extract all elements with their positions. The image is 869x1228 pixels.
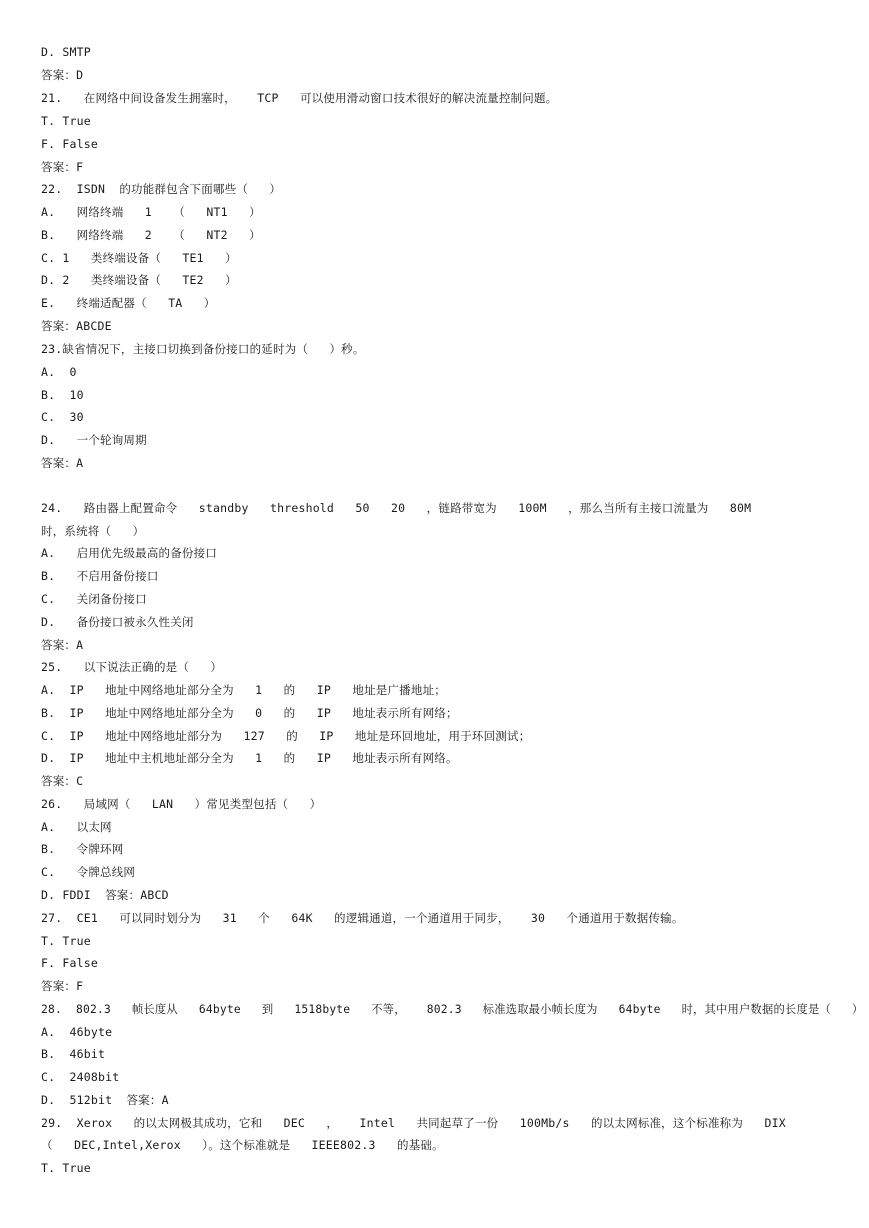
- answer-line: 答案：A: [41, 638, 84, 652]
- question-24-cont: 时，系统将（ ）: [41, 524, 145, 538]
- option-line: B. 不启用备份接口: [41, 569, 159, 583]
- option-line: C. 30: [41, 410, 84, 424]
- text-line: D. SMTP: [41, 45, 91, 59]
- option-line: A. IP 地址中网络地址部分全为 1 的 IP 地址是广播地址；: [41, 683, 446, 697]
- option-line: C. 令牌总线网: [41, 865, 136, 879]
- option-line: D. 一个轮询周期: [41, 433, 147, 447]
- option-line: D. 512bit 答案：A: [41, 1093, 169, 1107]
- answer-line: 答案：F: [41, 160, 84, 174]
- option-line: T. True: [41, 1161, 91, 1175]
- question-25: 25. 以下说法正确的是（ ）: [41, 660, 223, 674]
- option-line: D. 备份接口被永久性关闭: [41, 615, 194, 629]
- question-26: 26. 局域网（ LAN ）常见类型包括（ ）: [41, 797, 322, 811]
- option-line: F. False: [41, 137, 98, 151]
- option-line: F. False: [41, 956, 98, 970]
- option-line: D. IP 地址中主机地址部分全为 1 的 IP 地址表示所有网络。: [41, 751, 458, 765]
- option-line: A. 46byte: [41, 1025, 113, 1039]
- option-line: B. 10: [41, 388, 84, 402]
- answer-line: 答案：C: [41, 774, 84, 788]
- option-line: C. 关闭备份接口: [41, 592, 147, 606]
- option-line: D. 2 类终端设备（ TE2 ）: [41, 273, 237, 287]
- option-line: A. 0: [41, 365, 77, 379]
- question-28: 28. 802.3 帧长度从 64byte 到 1518byte 不等， 802.3 标准选取最小帧长度为 64byte 时，其中用户数据的长度是（ ）: [41, 1002, 864, 1016]
- option-line: A. 启用优先级最高的备份接口: [41, 546, 218, 560]
- option-line: D. FDDI 答案：ABCD: [41, 888, 169, 902]
- question-23: 23.缺省情况下，主接口切换到备份接口的延时为（ ）秒。: [41, 342, 365, 356]
- option-line: A. 网络终端 1 （ NT1 ）: [41, 205, 261, 219]
- option-line: C. IP 地址中网络地址部分为 127 的 IP 地址是环回地址，用于环回测试；: [41, 729, 531, 743]
- answer-line: 答案：A: [41, 456, 84, 470]
- question-29-cont: （ DEC,Intel,Xerox ）。这个标准就是 IEEE802.3 的基础。: [41, 1138, 444, 1152]
- option-line: C. 1 类终端设备（ TE1 ）: [41, 251, 237, 265]
- question-24: 24. 路由器上配置命令 standby threshold 50 20 ，链路带宽为 100M ，那么当所有主接口流量为 80M: [41, 501, 752, 515]
- answer-line: 答案：F: [41, 979, 84, 993]
- option-line: T. True: [41, 114, 91, 128]
- option-line: T. True: [41, 934, 91, 948]
- answer-line: 答案：D: [41, 68, 84, 82]
- option-line: B. 46bit: [41, 1047, 106, 1061]
- option-line: B. IP 地址中网络地址部分全为 0 的 IP 地址表示所有网络；: [41, 706, 458, 720]
- option-line: C. 2408bit: [41, 1070, 120, 1084]
- option-line: B. 网络终端 2 （ NT2 ）: [41, 228, 261, 242]
- question-29: 29. Xerox 的以太网极其成功，它和 DEC ， Intel 共同起草了一份 100Mb/s 的以太网标准，这个标准称为 DIX: [41, 1116, 786, 1130]
- option-line: A. 以太网: [41, 820, 112, 834]
- option-line: E. 终端适配器（ TA ）: [41, 296, 216, 310]
- option-line: B. 令牌环网: [41, 842, 124, 856]
- answer-line: 答案：ABCDE: [41, 319, 112, 333]
- question-21: 21. 在网络中间设备发生拥塞时， TCP 可以使用滑动窗口技术很好的解决流量控制问题。: [41, 91, 558, 105]
- question-27: 27. CE1 可以同时划分为 31 个 64K 的逻辑通道，一个通道用于同步， 30 个通道用于数据传输。: [41, 911, 684, 925]
- question-22: 22. ISDN 的功能群包含下面哪些（ ）: [41, 182, 282, 196]
